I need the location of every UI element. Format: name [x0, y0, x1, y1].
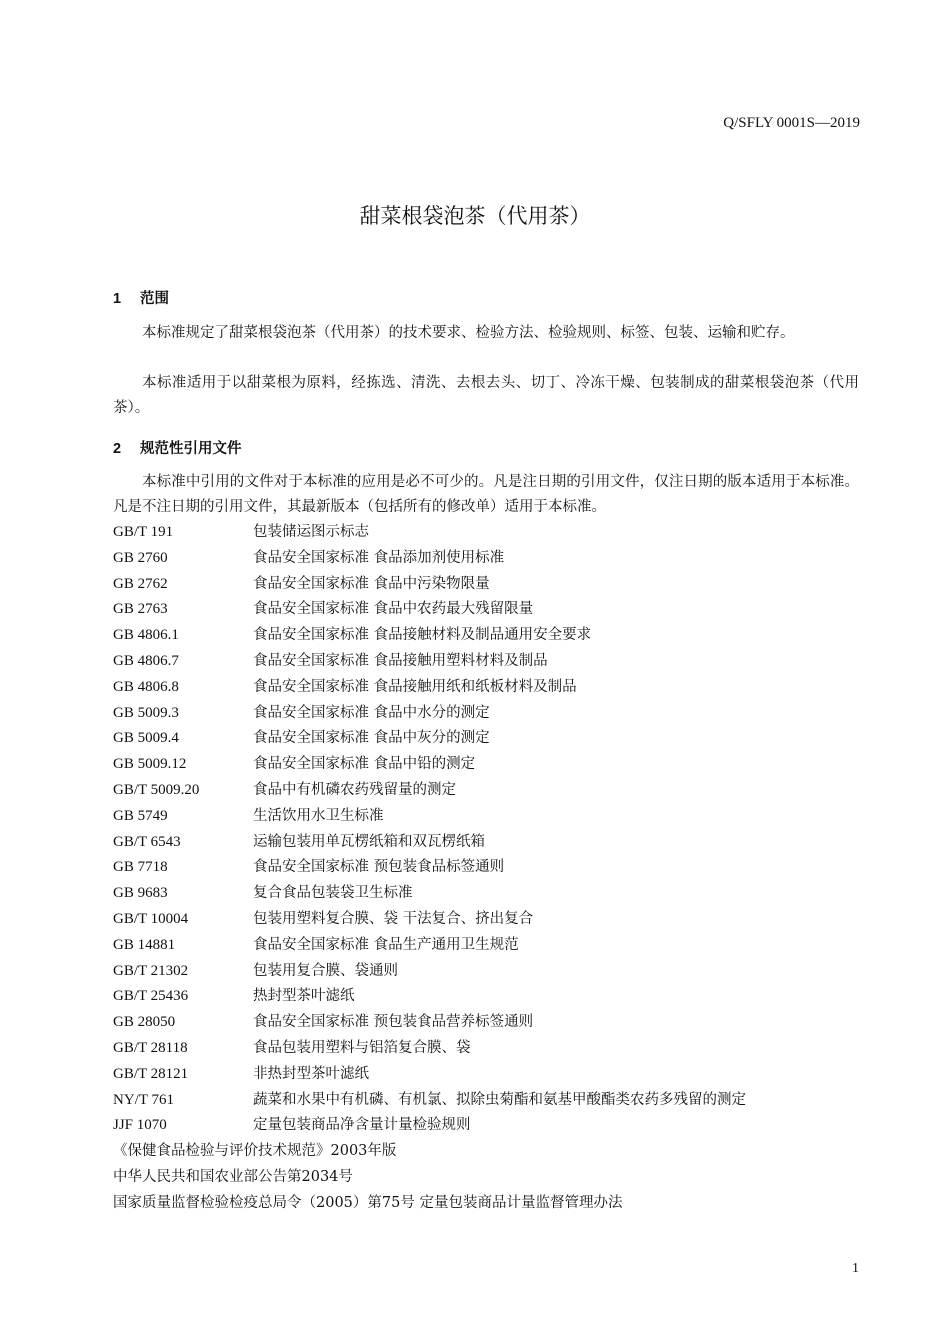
reference-code: GB 7718	[113, 859, 168, 876]
reference-title: 食品安全国家标准 食品中灰分的测定	[253, 730, 490, 747]
reference-row	[113, 752, 873, 778]
reference-code: GB/T 28118	[113, 1039, 188, 1056]
extra-reference: 中华人民共和国农业部公告第2034号	[113, 1168, 353, 1185]
reference-row	[113, 778, 873, 804]
reference-title: 食品安全国家标准 食品中农药最大残留限量	[253, 601, 534, 618]
reference-title: 食品安全国家标准 食品中铅的测定	[253, 756, 476, 773]
reference-code: GB 4806.1	[113, 627, 179, 644]
reference-title: 食品安全国家标准 食品生产通用卫生规范	[253, 936, 519, 953]
section-number: 2	[113, 441, 122, 457]
reference-title: 非热封型茶叶滤纸	[253, 1065, 369, 1082]
reference-row	[113, 1113, 873, 1139]
reference-title: 复合食品包装袋卫生标准	[253, 885, 413, 902]
reference-row	[113, 984, 873, 1010]
reference-list	[113, 520, 873, 1217]
reference-title: 食品安全国家标准 预包装食品营养标签通则	[253, 1014, 534, 1031]
section-2-heading	[113, 437, 242, 458]
reference-row	[113, 881, 873, 907]
reference-row	[113, 959, 873, 985]
reference-code: GB/T 5009.20	[113, 781, 200, 798]
reference-code: GB 2760	[113, 549, 168, 566]
reference-title: 食品安全国家标准 食品接触用纸和纸板材料及制品	[253, 678, 577, 695]
paragraph-scope-1: 本标准规定了甜菜根袋泡茶（代用茶）的技术要求、检验方法、检验规则、标签、包装、运输和贮存。	[142, 325, 795, 341]
section-number: 1	[113, 291, 122, 307]
standard-code: Q/SFLY 0001S—2019	[723, 115, 860, 131]
reference-row	[113, 1010, 873, 1036]
reference-code: GB 14881	[113, 936, 176, 953]
reference-code: GB 2763	[113, 601, 168, 618]
reference-code: GB 5009.4	[113, 730, 179, 747]
document-title: 甜菜根袋泡茶（代用茶）	[359, 204, 591, 228]
reference-row	[113, 830, 873, 856]
reference-code: GB/T 25436	[113, 988, 189, 1005]
reference-title: 热封型茶叶滤纸	[253, 988, 355, 1005]
reference-title: 包装用塑料复合膜、袋 干法复合、挤出复合	[253, 910, 534, 927]
reference-row	[113, 597, 873, 623]
paragraph-normative-references: 本标准中引用的文件对于本标准的应用是必不可少的。凡是注日期的引用文件，仅注日期的版本适用于本标准。凡是不注日期的引用文件，其最新版本（包括所有的修改单）适用于本标准。	[113, 474, 859, 515]
reference-code: GB/T 21302	[113, 962, 189, 979]
reference-title: 食品中有机磷农药残留量的测定	[253, 781, 456, 798]
reference-title: 生活饮用水卫生标准	[253, 807, 384, 824]
reference-row	[113, 804, 873, 830]
reference-code: GB 5749	[113, 807, 168, 824]
reference-code: GB 2762	[113, 575, 168, 592]
reference-code: GB 4806.8	[113, 678, 179, 695]
reference-row	[113, 520, 873, 546]
paragraph-scope-2: 本标准适用于以甜菜根为原料，经拣选、清洗、去根去头、切丁、冷冻干燥、包装制成的甜菜根袋泡茶（代用茶）。	[113, 375, 859, 416]
reference-row	[113, 649, 873, 675]
reference-row	[113, 546, 873, 572]
reference-title: 食品安全国家标准 食品中污染物限量	[253, 575, 490, 592]
reference-row	[113, 701, 873, 727]
reference-title: 定量包装商品净含量计量检验规则	[253, 1117, 471, 1134]
reference-title: 包装储运图示标志	[253, 524, 369, 540]
section-1-heading	[113, 287, 169, 308]
reference-title: 蔬菜和水果中有机磷、有机氯、拟除虫菊酯和氨基甲酸酯类农药多残留的测定	[253, 1091, 746, 1108]
reference-code: GB/T 6543	[113, 833, 181, 850]
reference-row	[113, 933, 873, 959]
reference-row	[113, 1036, 873, 1062]
reference-code: JJF 1070	[113, 1117, 167, 1134]
reference-code: GB 9683	[113, 885, 168, 902]
reference-row	[113, 907, 873, 933]
reference-code: GB 5009.12	[113, 756, 187, 773]
reference-title: 食品安全国家标准 食品接触材料及制品通用安全要求	[253, 627, 592, 644]
reference-code: GB 28050	[113, 1014, 176, 1031]
reference-title: 食品安全国家标准 预包装食品标签通则	[253, 859, 505, 876]
reference-code: GB/T 28121	[113, 1065, 189, 1082]
reference-code: GB 5009.3	[113, 704, 179, 721]
reference-row	[113, 675, 873, 701]
reference-title: 食品安全国家标准 食品添加剂使用标准	[253, 549, 505, 566]
reference-row	[113, 623, 873, 649]
page-number: 1	[852, 1261, 859, 1276]
extra-reference: 国家质量监督检验检疫总局令（2005）第75号 定量包装商品计量监督管理办法	[113, 1194, 623, 1211]
reference-row	[113, 1062, 873, 1088]
section-title: 规范性引用文件	[140, 441, 242, 457]
reference-title: 食品包装用塑料与铝箔复合膜、袋	[253, 1039, 471, 1056]
extra-reference: 《保健食品检验与评价技术规范》2003年版	[113, 1143, 397, 1160]
reference-title: 运输包装用单瓦楞纸箱和双瓦楞纸箱	[253, 833, 485, 850]
section-title: 范围	[140, 291, 169, 307]
reference-code: GB/T 10004	[113, 910, 189, 927]
reference-code: NY/T 761	[113, 1091, 174, 1108]
reference-row	[113, 1088, 873, 1114]
reference-code: GB 4806.7	[113, 652, 179, 669]
reference-row	[113, 726, 873, 752]
reference-row	[113, 572, 873, 598]
reference-row	[113, 855, 873, 881]
reference-code: GB/T 191	[113, 524, 174, 540]
reference-title: 包装用复合膜、袋通则	[253, 962, 398, 979]
reference-title: 食品安全国家标准 食品接触用塑料材料及制品	[253, 652, 548, 669]
reference-title: 食品安全国家标准 食品中水分的测定	[253, 704, 490, 721]
